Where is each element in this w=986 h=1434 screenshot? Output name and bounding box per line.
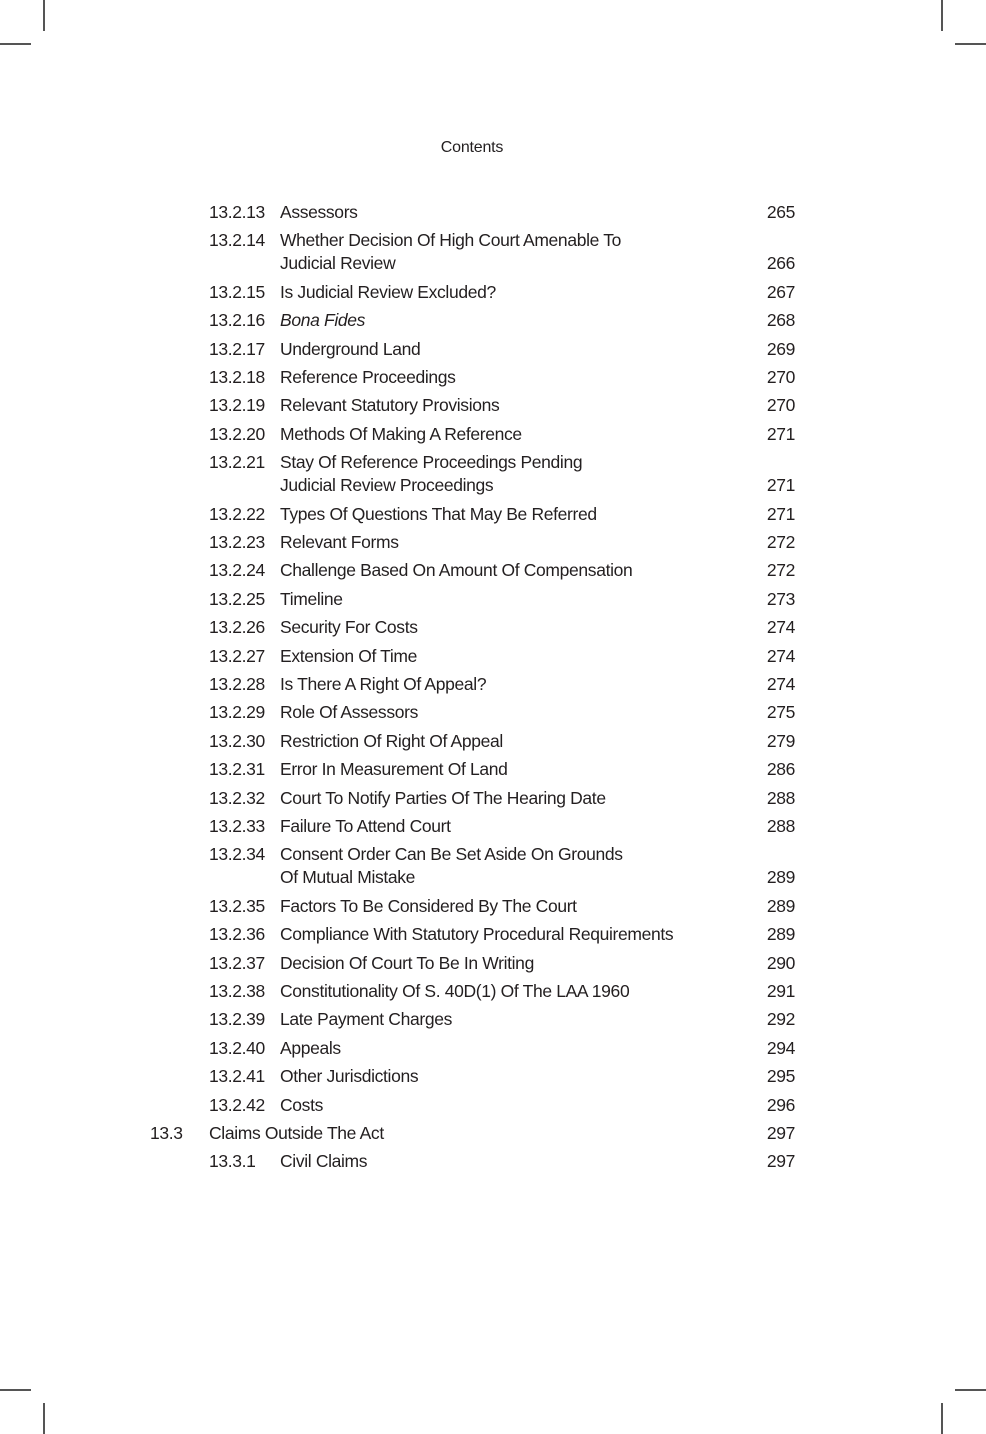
- toc-entry-title-line: Of Mutual Mistake: [280, 867, 416, 888]
- toc-entry-page-number: 270: [766, 395, 795, 416]
- toc-entry-title-line: Reference Proceedings: [280, 367, 456, 387]
- toc-entry-title: [280, 952, 740, 975]
- toc-entry-number: 13.2.22: [209, 503, 265, 524]
- toc-entry-title: [280, 980, 740, 1003]
- toc-entry-number: 13.2.13: [209, 202, 265, 222]
- toc-entry-number: 13.3.1: [209, 1151, 256, 1172]
- toc-entry-page-number: 294: [766, 1037, 795, 1058]
- toc-entry-number: 13.2.19: [209, 395, 265, 416]
- toc-entry-page-number: 290: [766, 952, 795, 973]
- toc-entry-title: [280, 451, 740, 497]
- toc-entry-title-line: Failure To Attend Court: [280, 816, 451, 836]
- toc-entry-title: [280, 503, 740, 526]
- toc-entry-page-number: 271: [766, 503, 795, 524]
- toc-entry-title-line: Timeline: [280, 588, 343, 609]
- toc-entry-title-line: Security For Costs: [280, 617, 418, 638]
- toc-entry-number: 13.2.18: [209, 367, 265, 387]
- toc-entry-number: 13.2.14: [209, 230, 265, 251]
- toc-entry-number: 13.2.27: [209, 645, 265, 666]
- toc-entry-title: [280, 895, 740, 918]
- toc-entry-title-line: Judicial Review: [280, 253, 396, 274]
- toc-entry-page-number: 268: [766, 310, 795, 331]
- toc-entry-title-line: Appeals: [280, 1037, 341, 1058]
- toc-entry-title-line: Types Of Questions That May Be Referred: [280, 503, 597, 524]
- toc-entry-title-line: Whether Decision Of High Court Amenable To: [280, 230, 621, 251]
- toc-entry-title-line: Is Judicial Review Excluded?: [280, 281, 496, 302]
- toc-entry-page-number: 267: [766, 281, 795, 302]
- toc-entry-title: [280, 559, 740, 582]
- toc-entry-number: 13.2.24: [209, 560, 265, 581]
- toc-entry-title: [280, 815, 740, 838]
- toc-entry-title-line: Underground Land: [280, 338, 421, 359]
- toc-entry-number: 13.2.40: [209, 1037, 265, 1058]
- toc-entry-number: 13.2.42: [209, 1094, 265, 1115]
- toc-entry-title-line: Civil Claims: [280, 1151, 368, 1172]
- toc-entry-page-number: 288: [766, 816, 795, 836]
- toc-entry-title: [280, 645, 740, 668]
- toc-entry-page-number: 288: [766, 787, 795, 808]
- toc-entry-title: [280, 673, 740, 696]
- toc-entry-title: [280, 1008, 740, 1031]
- toc-entry-number: 13.2.30: [209, 730, 265, 751]
- toc-entry-page-number: 289: [766, 867, 795, 888]
- toc-entry-title-line: Costs: [280, 1094, 323, 1115]
- toc-entry-page-number: 273: [766, 588, 795, 609]
- toc-entry-title-line: Relevant Statutory Provisions: [280, 395, 500, 416]
- toc-entry-page-number: 296: [766, 1094, 795, 1115]
- toc-entry-title-line: Factors To Be Considered By The Court: [280, 895, 577, 916]
- toc-entry-number: 13.2.28: [209, 674, 265, 694]
- toc-entry-page-number: 292: [766, 1009, 795, 1030]
- toc-entry-page-number: 274: [766, 674, 795, 694]
- toc-entry-title-line: Claims Outside The Act: [209, 1123, 384, 1143]
- toc-entry-number: 13.2.32: [209, 787, 265, 808]
- toc-entry-number: 13.2.35: [209, 895, 265, 916]
- toc-entry-title-line: Constitutionality Of S. 40D(1) Of The LAA 1960: [280, 981, 630, 1001]
- toc-entry-title: [280, 394, 740, 417]
- toc-entry-number: 13.2.38: [209, 981, 265, 1001]
- toc-entry-title: [280, 787, 740, 810]
- toc-entry-title: [280, 1150, 740, 1173]
- toc-entry-number: 13.2.25: [209, 588, 265, 609]
- toc-entry-page-number: 272: [766, 560, 795, 581]
- crop-mark-bottom-left-horizontal: [0, 1389, 31, 1391]
- toc-entry-title-line: Court To Notify Parties Of The Hearing Date: [280, 787, 606, 808]
- toc-entry-page-number: 297: [766, 1123, 795, 1143]
- toc-entry-title: [280, 730, 740, 753]
- crop-mark-bottom-right-vertical: [941, 1403, 943, 1434]
- toc-entry-title: [280, 843, 740, 889]
- toc-entry-number: 13.2.29: [209, 702, 265, 723]
- toc-entry-page-number: 272: [766, 532, 795, 552]
- toc-entry-number: 13.2.41: [209, 1066, 265, 1087]
- toc-entry-title-line: Consent Order Can Be Set Aside On Grounds: [280, 844, 623, 865]
- toc-entry-number: 13.2.33: [209, 816, 265, 836]
- toc-entry-page-number: 295: [766, 1066, 795, 1087]
- toc-entry-page-number: 286: [766, 759, 795, 780]
- toc-entry-page-number: 271: [766, 423, 795, 444]
- toc-entry-title: [280, 281, 740, 304]
- toc-entry-title: [280, 1065, 740, 1088]
- toc-entry-title-line: Assessors: [280, 202, 358, 222]
- toc-entry-title-line: Bona Fides: [280, 310, 366, 331]
- toc-entry-number: 13.2.26: [209, 617, 265, 638]
- toc-entry-title: [209, 1122, 669, 1145]
- toc-entry-page-number: 274: [766, 617, 795, 638]
- toc-entry-number: 13.2.36: [209, 924, 265, 945]
- toc-entry-title: [280, 758, 740, 781]
- toc-entry-page-number: 271: [766, 475, 795, 496]
- toc-entry-page-number: 270: [766, 367, 795, 387]
- toc-entry-page-number: 275: [766, 702, 795, 723]
- toc-entry-number: 13.2.23: [209, 532, 265, 552]
- toc-entry-title-line: Stay Of Reference Proceedings Pending: [280, 452, 583, 473]
- toc-entry-number: 13.2.21: [209, 452, 265, 473]
- toc-entry-title: [280, 701, 740, 724]
- toc-entry-title: [280, 923, 740, 946]
- toc-entry-title-line: Decision Of Court To Be In Writing: [280, 952, 534, 973]
- toc-entry-number: 13.2.39: [209, 1009, 265, 1030]
- crop-mark-bottom-right-horizontal: [955, 1389, 986, 1391]
- crop-mark-bottom-left-vertical: [43, 1403, 45, 1434]
- toc-entry-title: [280, 423, 740, 446]
- toc-entry-page-number: 289: [766, 895, 795, 916]
- toc-entry-title-line: Judicial Review Proceedings: [280, 475, 494, 496]
- toc-entry-number: 13.3: [150, 1123, 183, 1143]
- toc-entry-page-number: 291: [766, 981, 795, 1001]
- toc-entry-title-line: Is There A Right Of Appeal?: [280, 674, 487, 694]
- toc-entry-title: [280, 1037, 740, 1060]
- crop-mark-top-left-horizontal: [0, 43, 31, 45]
- toc-entry-number: 13.2.37: [209, 952, 265, 973]
- toc-entry-title: [280, 338, 740, 361]
- toc-entry-title: [280, 201, 740, 224]
- crop-mark-top-right-vertical: [941, 0, 943, 31]
- toc-entry-page-number: 279: [766, 730, 795, 751]
- toc-entry-title-line: Late Payment Charges: [280, 1009, 452, 1030]
- toc-entry-title: [280, 309, 740, 332]
- toc-entry-number: 13.2.15: [209, 281, 265, 302]
- toc-entry-title: [280, 1094, 740, 1117]
- crop-mark-top-left-vertical: [43, 0, 45, 31]
- toc-entry-number: 13.2.17: [209, 338, 265, 359]
- toc-entry-title-line: Compliance With Statutory Procedural Requirements: [280, 924, 674, 945]
- toc-entry-number: 13.2.31: [209, 759, 265, 780]
- toc-entry-title-line: Relevant Forms: [280, 532, 399, 552]
- crop-mark-top-right-horizontal: [955, 43, 986, 45]
- toc-entry-page-number: 266: [766, 253, 795, 274]
- toc-entry-page-number: 274: [766, 645, 795, 666]
- toc-entry-page-number: 289: [766, 924, 795, 945]
- toc-entry-page-number: 265: [766, 202, 795, 222]
- toc-entry-title-line: Extension Of Time: [280, 645, 418, 666]
- toc-entry-title-line: Methods Of Making A Reference: [280, 423, 522, 444]
- toc-entry-number: 13.2.16: [209, 310, 265, 331]
- toc-entry-title-line: Restriction Of Right Of Appeal: [280, 730, 503, 751]
- toc-entry-title: [280, 531, 740, 554]
- toc-entry-title: [280, 588, 740, 611]
- toc-entry-page-number: 297: [766, 1151, 795, 1172]
- toc-entry-title: [280, 366, 740, 389]
- toc-entry-title: [280, 616, 740, 639]
- toc-entry-title-line: Role Of Assessors: [280, 702, 418, 723]
- toc-entry-title-line: Error In Measurement Of Land: [280, 759, 508, 780]
- toc-entry-title-line: Challenge Based On Amount Of Compensation: [280, 560, 633, 581]
- toc-entry-title-line: Other Jurisdictions: [280, 1066, 419, 1087]
- toc-entry-title: [280, 229, 740, 275]
- toc-entry-page-number: 269: [766, 338, 795, 359]
- running-head: Contents: [440, 139, 504, 156]
- toc-entry-number: 13.2.20: [209, 423, 265, 444]
- toc-entry-number: 13.2.34: [209, 844, 265, 865]
